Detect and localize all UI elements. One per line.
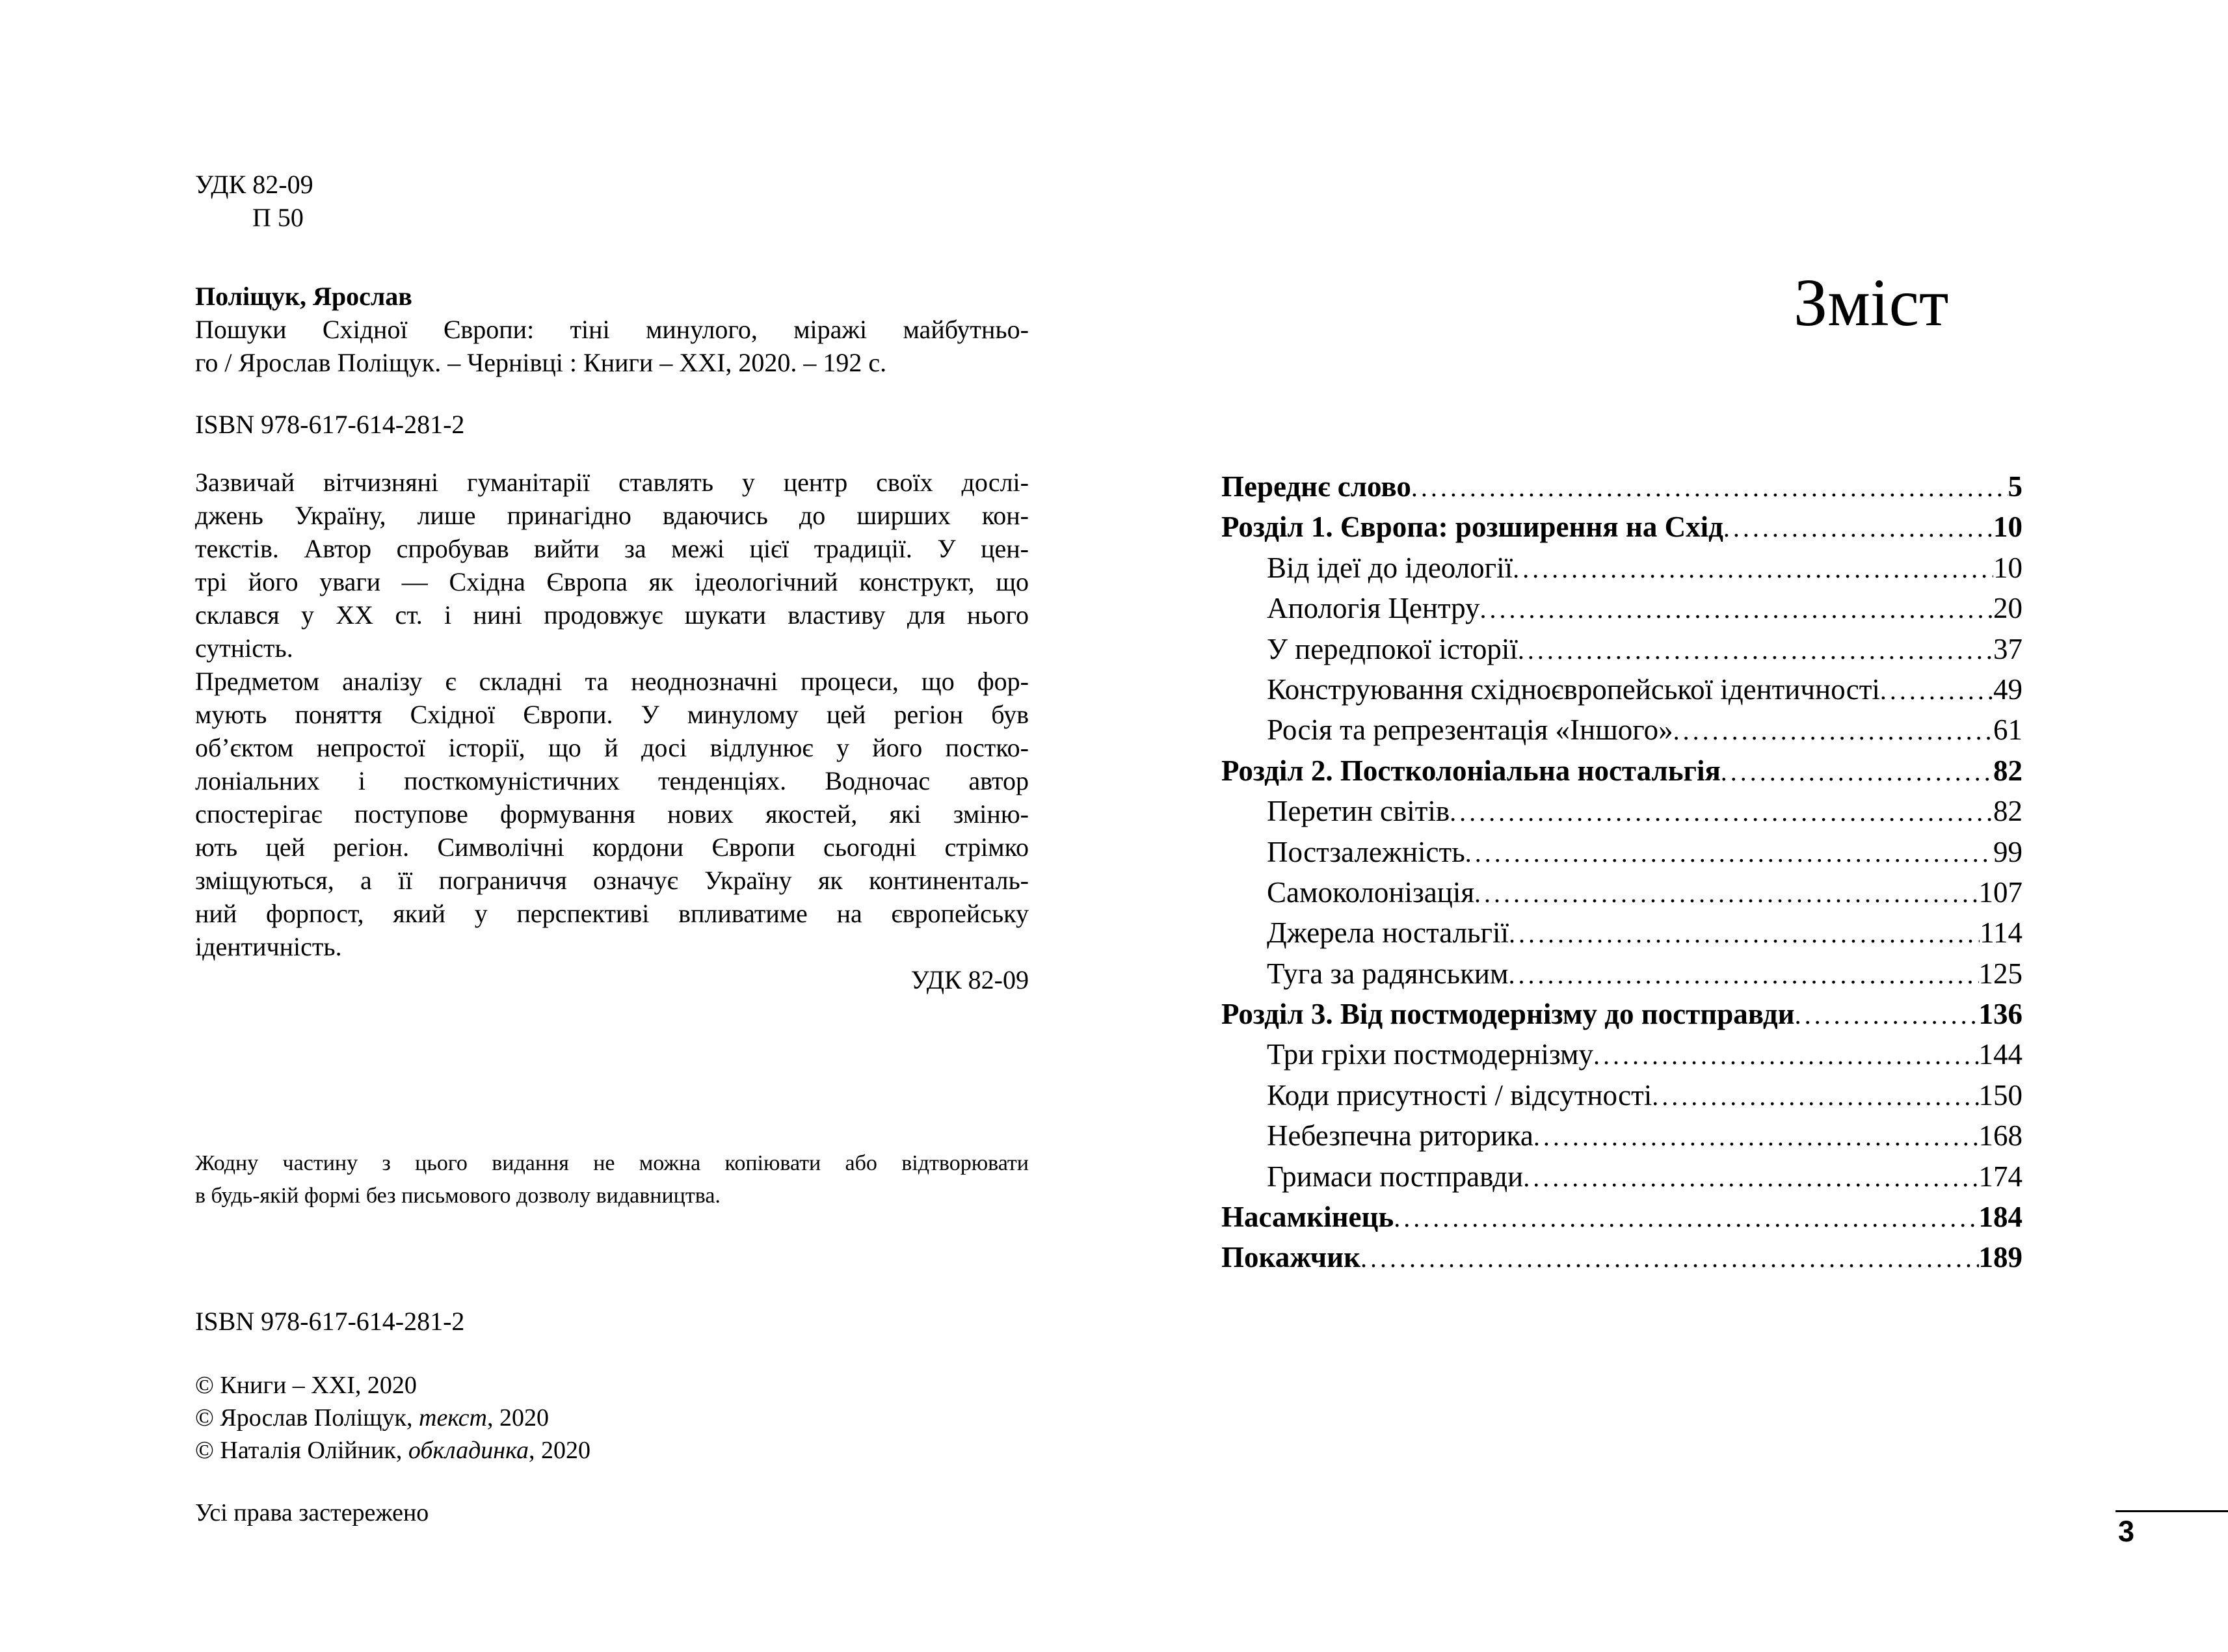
- text-line: в будь-якій формі без письмового дозволу видавництва.: [195, 1184, 721, 1208]
- toc-entry-page: 174: [1978, 1160, 2022, 1193]
- copyright-role-italic: текст: [419, 1404, 487, 1432]
- toc-entry-page: 10: [1993, 511, 2022, 544]
- toc-entry-label: Від ідеї до ідеології: [1267, 551, 1513, 584]
- toc-entry-page: 168: [1978, 1119, 2022, 1152]
- toc-dot-leader: [1673, 713, 1993, 747]
- folio-rule: [2115, 1510, 2228, 1512]
- text-line: спостерігає поступове формування нових якостей, які зміню-: [195, 799, 1029, 829]
- toc-entry-label: Самоколонізація: [1267, 875, 1475, 909]
- text-line: ють цей регіон. Символічні кордони Європи сьогодні стрімко: [195, 833, 1029, 862]
- toc-dot-leader: [1509, 916, 1980, 950]
- toc-entry-label: Небезпечна риторика: [1267, 1119, 1533, 1152]
- toc-entry-label: Постзалежність: [1267, 835, 1465, 868]
- bibliographic-description: [195, 313, 1029, 379]
- toc-entry-page: 61: [1993, 713, 2022, 747]
- toc-entry-page: 136: [1978, 998, 2022, 1031]
- toc-entry-label: Коди присутності / відсутності: [1267, 1078, 1652, 1112]
- toc-dot-leader: [1450, 794, 1993, 828]
- toc-title: Зміст: [1794, 265, 1949, 340]
- copyright-line-designer: [195, 1434, 1029, 1467]
- toc-entry: [1221, 794, 2022, 834]
- toc-entry-label: Конструювання східноєвропейської ідентичності: [1267, 673, 1880, 706]
- toc-entry-page: 107: [1978, 875, 2022, 909]
- text-line: текстів. Автор спробував вийти за межі цієї традиції. У цен-: [195, 534, 1029, 563]
- text-line: ний форпост, який у перспективі впливатиме на європейську: [195, 899, 1029, 928]
- toc-entry-label: Розділ 2. Постколоніальна ностальгія: [1221, 754, 1721, 787]
- toc-dot-leader: [1721, 754, 1993, 788]
- toc-dot-leader: [1474, 875, 1978, 909]
- permission-note: [195, 1147, 1029, 1212]
- text-line: трі його уваги — Східна Європа як ідеологічний конструкт, що: [195, 567, 1029, 596]
- toc-dot-leader: [1360, 1240, 1979, 1274]
- toc-entry-label: Перетин світів: [1267, 795, 1450, 828]
- toc-entry: [1221, 1160, 2022, 1200]
- toc-entry-page: 144: [1978, 1038, 2022, 1071]
- toc-entry: [1221, 1200, 2022, 1240]
- toc-entry: [1221, 1240, 2022, 1281]
- toc-entry: [1221, 632, 2022, 673]
- isbn-bottom: ISBN 978-617-614-281-2: [195, 1307, 465, 1336]
- toc-entry-page: 49: [1993, 673, 2022, 706]
- toc-dot-leader: [1394, 1200, 1978, 1234]
- copyright-line-publisher: [195, 1369, 1029, 1402]
- toc-entry: [1221, 835, 2022, 875]
- toc-entry-page: 5: [2008, 470, 2022, 503]
- toc-dot-leader: [1480, 591, 1993, 625]
- copyright-text: © Ярослав Поліщук,: [195, 1404, 419, 1432]
- toc-dot-leader: [1513, 551, 1993, 585]
- toc-entry: [1221, 591, 2022, 632]
- toc-entry-page: 184: [1978, 1201, 2022, 1234]
- copyright-block: [195, 1369, 1029, 1467]
- text-line: Пошуки Східної Європи: тіні минулого, міражі майбутньо-: [195, 315, 1029, 344]
- folio-page-number: 3: [2118, 1515, 2135, 1548]
- toc-entry: [1221, 673, 2022, 713]
- text-line: го / Ярослав Поліщук. – Чернівці : Книги – XXI, 2020. – 192 с.: [195, 348, 887, 377]
- toc-entry: [1221, 754, 2022, 794]
- text-line: склався у XX ст. і нині продовжує шукати властиву для нього: [195, 600, 1029, 630]
- author-name: Поліщук, Ярослав: [195, 282, 412, 311]
- isbn-top: ISBN 978-617-614-281-2: [195, 410, 465, 439]
- toc-entry: [1221, 916, 2022, 956]
- copyright-text: © Наталія Олійник,: [195, 1437, 408, 1464]
- toc-entry: [1221, 1078, 2022, 1119]
- text-line: ідентичність.: [195, 932, 342, 961]
- annotation-paragraph-1: [195, 466, 1029, 665]
- copyright-line-author: [195, 1402, 1029, 1434]
- toc-entry-label: Переднє слово: [1221, 470, 1411, 503]
- author-sign-code: П 50: [252, 203, 304, 232]
- udc-number-right: УДК 82-09: [910, 965, 1029, 994]
- toc-entry-page: 20: [1993, 592, 2022, 625]
- toc-entry-page: 150: [1978, 1078, 2022, 1112]
- toc-dot-leader: [1723, 510, 1993, 544]
- toc-entry: [1221, 713, 2022, 753]
- toc-entry-page: 125: [1978, 957, 2022, 990]
- text-line: мують поняття Східної Європи. У минулому цей регіон був: [195, 700, 1029, 729]
- toc-entry-page: 99: [1993, 835, 2022, 868]
- copyright-page: [195, 168, 1029, 1530]
- text-line: сутність.: [195, 633, 293, 663]
- toc-dot-leader: [1411, 470, 2008, 503]
- toc-entry-page: 37: [1993, 632, 2022, 665]
- text-line: Предметом аналізу є складні та неоднозначні процеси, що фор-: [195, 667, 1029, 696]
- text-line: лоніальних і посткомуністичних тенденціях. Водночас автор: [195, 766, 1029, 795]
- toc-dot-leader: [1523, 1160, 1978, 1193]
- toc-dot-leader: [1880, 673, 1993, 706]
- toc-entry: [1221, 551, 2022, 591]
- text-line: Зазвичай вітчизняні гуманітарії ставлять у центр своїх дослі-: [195, 468, 1029, 497]
- toc-entry-label: Розділ 1. Європа: розширення на Схід: [1221, 511, 1723, 544]
- copyright-text: , 2020: [529, 1437, 590, 1464]
- toc-entry-label: Джерела ностальгії: [1267, 916, 1509, 950]
- toc-dot-leader: [1465, 835, 1993, 869]
- text-line: об’єктом непростої історії, що й досі відлунює у його постко-: [195, 733, 1029, 762]
- toc-entry-label: Туга за радянським: [1267, 957, 1509, 990]
- toc-list: [1221, 470, 2022, 1281]
- toc-dot-leader: [1533, 1119, 1979, 1152]
- toc-entry-label: У передпокої історії: [1267, 632, 1518, 665]
- udc-number: УДК 82-09: [195, 170, 313, 199]
- toc-entry-label: Три гріхи постмодернізму: [1267, 1038, 1593, 1071]
- toc-entry-page: 114: [1980, 916, 2022, 950]
- toc-entry-label: Гримаси постправди: [1267, 1160, 1524, 1193]
- toc-entry: [1221, 510, 2022, 550]
- text-line: джень Україну, лише принагідно вдаючись до ширших кон-: [195, 501, 1029, 530]
- toc-entry: [1221, 875, 2022, 916]
- toc-entry-label: Покажчик: [1221, 1241, 1360, 1274]
- toc-entry-label: Росія та репрезентація «Іншого»: [1267, 713, 1673, 747]
- text-line: зміщуються, а її пограниччя означує Україну як континенталь-: [195, 866, 1029, 895]
- rights-reserved-note: Усі права застережено: [195, 1499, 429, 1526]
- toc-entry-page: 189: [1978, 1241, 2022, 1274]
- toc-entry: [1221, 1119, 2022, 1159]
- toc-entry-page: 82: [1993, 795, 2022, 828]
- toc-dot-leader: [1593, 1037, 1979, 1071]
- toc-dot-leader: [1518, 632, 1993, 666]
- toc-entry: [1221, 997, 2022, 1037]
- copyright-role-italic: обкладинка: [408, 1437, 529, 1464]
- toc-entry: [1221, 957, 2022, 997]
- toc-entry-label: Апологія Центру: [1267, 592, 1480, 625]
- toc-entry: [1221, 1037, 2022, 1078]
- annotation-paragraph-2: [195, 665, 1029, 963]
- toc-dot-leader: [1509, 957, 1979, 991]
- toc-entry-page: 10: [1993, 551, 2022, 584]
- toc-dot-leader: [1652, 1078, 1978, 1112]
- toc-entry: [1221, 470, 2022, 510]
- copyright-text: © Книги – XXI, 2020: [195, 1372, 417, 1399]
- text-line: Жодну частину з цього видання не можна копіювати або відтворювати: [195, 1151, 1029, 1175]
- toc-dot-leader: [1795, 997, 1979, 1031]
- copyright-text: , 2020: [486, 1404, 549, 1432]
- toc-entry-label: Насамкінець: [1221, 1201, 1394, 1234]
- toc-entry-page: 82: [1993, 754, 2022, 787]
- toc-entry-label: Розділ 3. Від постмодернізму до постправди: [1221, 998, 1795, 1031]
